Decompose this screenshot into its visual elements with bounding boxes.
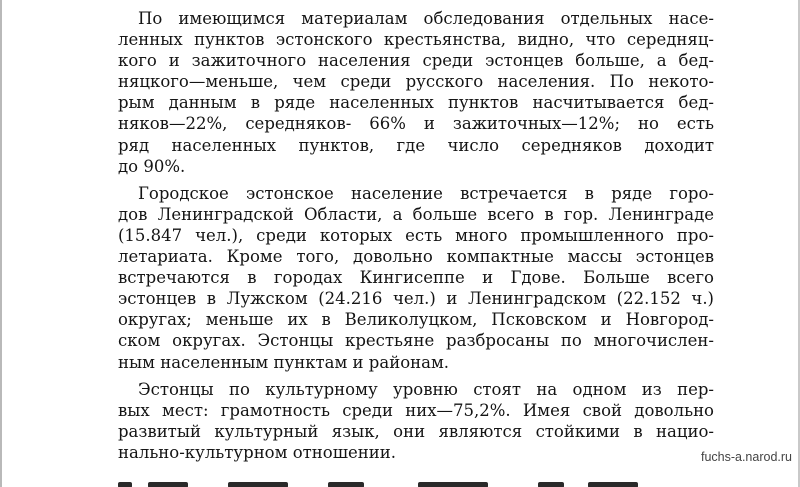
watermark: fuchs-a.narod.ru bbox=[700, 450, 792, 464]
paragraph-2 bbox=[118, 183, 714, 373]
text-line: ленных пунктов эстонского крестьянства, видно, что середняц- bbox=[118, 30, 714, 50]
page-left-edge bbox=[0, 0, 2, 487]
text-line: ском округах. Эстонцы крестьяне разбросаны по многочислен- bbox=[118, 331, 714, 351]
text-line: дов Ленинградской Области, а больше всего в гор. Ленинграде bbox=[118, 204, 714, 224]
text-line: няков—22%, середняков- 66% и зажиточных—12%; но есть bbox=[118, 114, 714, 134]
text-line: ряд населенных пунктов, где число середняков доходит bbox=[118, 135, 714, 155]
text-line: рым данным в ряде населенных пунктов насчитывается бед- bbox=[118, 93, 714, 113]
text-line: (15.847 чел.), среди которых есть много промышленного про- bbox=[118, 225, 714, 245]
text-line: округах; меньше их в Великолуцком, Псковском и Новгород- bbox=[118, 310, 714, 330]
body-text bbox=[118, 8, 714, 463]
text-line: Эстонцы по культурному уровню стоят на одном из пер- bbox=[138, 379, 714, 399]
text-line: Городское эстонское население встречается в ряде горо- bbox=[138, 183, 714, 203]
text-line: ным населенным пунктам и районам. bbox=[118, 352, 450, 372]
paragraph-1 bbox=[118, 8, 714, 177]
text-line: кого и зажиточного населения среди эстонцев больше, а бед- bbox=[118, 51, 714, 71]
cropped-next-line bbox=[118, 476, 714, 487]
text-line: няцкого—меньше, чем среди русского населения. По некото- bbox=[118, 72, 714, 92]
paragraph-3 bbox=[118, 379, 714, 463]
text-line: развитый культурный язык, они являются стойкими в нацио- bbox=[118, 421, 714, 441]
text-line: до 90%. bbox=[118, 156, 186, 176]
text-line: вых мест: грамотность среди них—75,2%. Имея свой довольно bbox=[118, 400, 714, 420]
text-line: эстонцев в Лужском (24.216 чел.) и Ленинградском (22.152 ч.) bbox=[118, 289, 714, 309]
text-line: встречаются в городах Кингисеппе и Гдове. Больше всего bbox=[118, 268, 714, 288]
text-line: нально-культурном отношении. bbox=[118, 442, 397, 462]
text-line: По имеющимся материалам обследования отдельных насе- bbox=[138, 9, 714, 28]
text-line: летариата. Кроме того, довольно компактные массы эстонцев bbox=[118, 247, 714, 267]
